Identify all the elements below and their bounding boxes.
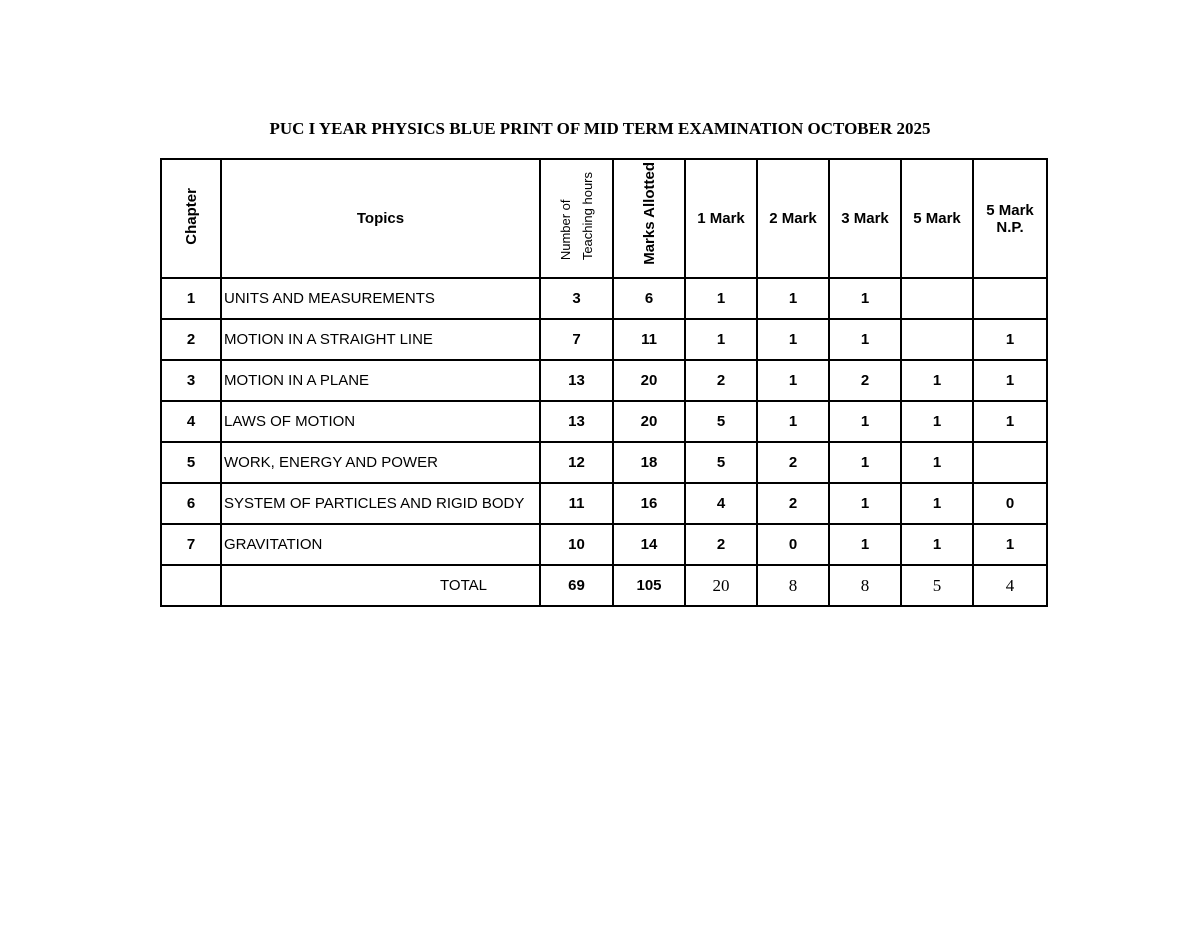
cell-hours: 13: [540, 360, 613, 401]
document-title: PUC I YEAR PHYSICS BLUE PRINT OF MID TERM EXAMINATION OCTOBER 2025: [269, 119, 931, 138]
cell-topic: GRAVITATION: [221, 524, 540, 565]
cell-m5np: [973, 442, 1047, 483]
header-5-mark-np: [973, 159, 1047, 278]
cell-ch: 4: [161, 401, 221, 442]
cell-ch: 6: [161, 483, 221, 524]
header-hours-line2: Teaching hours: [579, 172, 595, 261]
cell-m5: [901, 278, 973, 319]
cell-m5: 1: [901, 524, 973, 565]
header-marks-allotted: [613, 159, 685, 278]
cell-m1: 2: [685, 524, 757, 565]
blueprint-table: [160, 158, 1048, 607]
cell-m2: 0: [757, 524, 829, 565]
cell-ch: 1: [161, 278, 221, 319]
cell-m5np: [973, 278, 1047, 319]
cell-m3: 1: [829, 278, 901, 319]
cell-m2: 1: [757, 401, 829, 442]
cell-m1: 5: [685, 442, 757, 483]
cell-m1: 1: [685, 319, 757, 360]
cell-m1: 4: [685, 483, 757, 524]
cell-ch: 2: [161, 319, 221, 360]
header-teaching-hours: [540, 159, 613, 278]
header-3-mark: 3 Mark: [829, 159, 901, 278]
cell-hours: 12: [540, 442, 613, 483]
total-m5np: 4: [973, 565, 1047, 606]
cell-topic: WORK, ENERGY AND POWER: [221, 442, 540, 483]
cell-m5np: 1: [973, 524, 1047, 565]
total-hours: 69: [540, 565, 613, 606]
total-empty-cell: [161, 565, 221, 606]
header-5-mark: 5 Mark: [901, 159, 973, 278]
header-chapter: [161, 159, 221, 278]
cell-m3: 1: [829, 401, 901, 442]
cell-m1: 5: [685, 401, 757, 442]
cell-m2: 2: [757, 442, 829, 483]
cell-marks: 18: [613, 442, 685, 483]
cell-marks: 16: [613, 483, 685, 524]
cell-marks: 6: [613, 278, 685, 319]
total-m5: 5: [901, 565, 973, 606]
cell-topic: MOTION IN A PLANE: [221, 360, 540, 401]
cell-marks: 11: [613, 319, 685, 360]
cell-hours: 10: [540, 524, 613, 565]
header-marks-allotted-label: Marks Allotted: [640, 162, 658, 265]
total-label: TOTAL: [221, 565, 540, 606]
header-2-mark: 2 Mark: [757, 159, 829, 278]
cell-m5: 1: [901, 401, 973, 442]
header-1-mark: 1 Mark: [685, 159, 757, 278]
cell-hours: 3: [540, 278, 613, 319]
header-hours-line1: Number of: [557, 199, 573, 261]
cell-ch: 7: [161, 524, 221, 565]
cell-m5np: 1: [973, 319, 1047, 360]
table-row: [161, 524, 1047, 565]
cell-topic: MOTION IN A STRAIGHT LINE: [221, 319, 540, 360]
cell-m3: 1: [829, 442, 901, 483]
cell-m2: 2: [757, 483, 829, 524]
table-row: [161, 401, 1047, 442]
cell-ch: 5: [161, 442, 221, 483]
header-topics: Topics: [221, 159, 540, 278]
cell-ch: 3: [161, 360, 221, 401]
total-m1: 20: [685, 565, 757, 606]
cell-m5np: 1: [973, 360, 1047, 401]
cell-marks: 20: [613, 401, 685, 442]
cell-topic: UNITS AND MEASUREMENTS: [221, 278, 540, 319]
cell-m2: 1: [757, 278, 829, 319]
cell-topic: LAWS OF MOTION: [221, 401, 540, 442]
cell-m5np: 1: [973, 401, 1047, 442]
cell-m5np: 0: [973, 483, 1047, 524]
cell-topic: SYSTEM OF PARTICLES AND RIGID BODY: [221, 483, 540, 524]
table-row: [161, 360, 1047, 401]
cell-m5: [901, 319, 973, 360]
total-marks: 105: [613, 565, 685, 606]
cell-m3: 1: [829, 524, 901, 565]
header-5-mark-np-line2: N.P.: [996, 218, 1024, 236]
total-row: [161, 565, 1047, 606]
table-row: [161, 319, 1047, 360]
header-chapter-label: Chapter: [182, 188, 200, 245]
cell-hours: 7: [540, 319, 613, 360]
cell-m5: 1: [901, 442, 973, 483]
cell-m2: 1: [757, 319, 829, 360]
cell-m5: 1: [901, 360, 973, 401]
header-row: [161, 159, 1047, 278]
cell-m1: 2: [685, 360, 757, 401]
total-m2: 8: [757, 565, 829, 606]
cell-m1: 1: [685, 278, 757, 319]
cell-marks: 20: [613, 360, 685, 401]
table-row: [161, 278, 1047, 319]
cell-m2: 1: [757, 360, 829, 401]
header-teaching-hours-label: [555, 172, 599, 260]
cell-m5: 1: [901, 483, 973, 524]
cell-m3: 1: [829, 319, 901, 360]
header-5-mark-np-line1: 5 Mark: [986, 201, 1034, 219]
cell-m3: 1: [829, 483, 901, 524]
cell-hours: 11: [540, 483, 613, 524]
table-row: [161, 483, 1047, 524]
cell-hours: 13: [540, 401, 613, 442]
cell-marks: 14: [613, 524, 685, 565]
cell-m3: 2: [829, 360, 901, 401]
table-row: [161, 442, 1047, 483]
total-m3: 8: [829, 565, 901, 606]
